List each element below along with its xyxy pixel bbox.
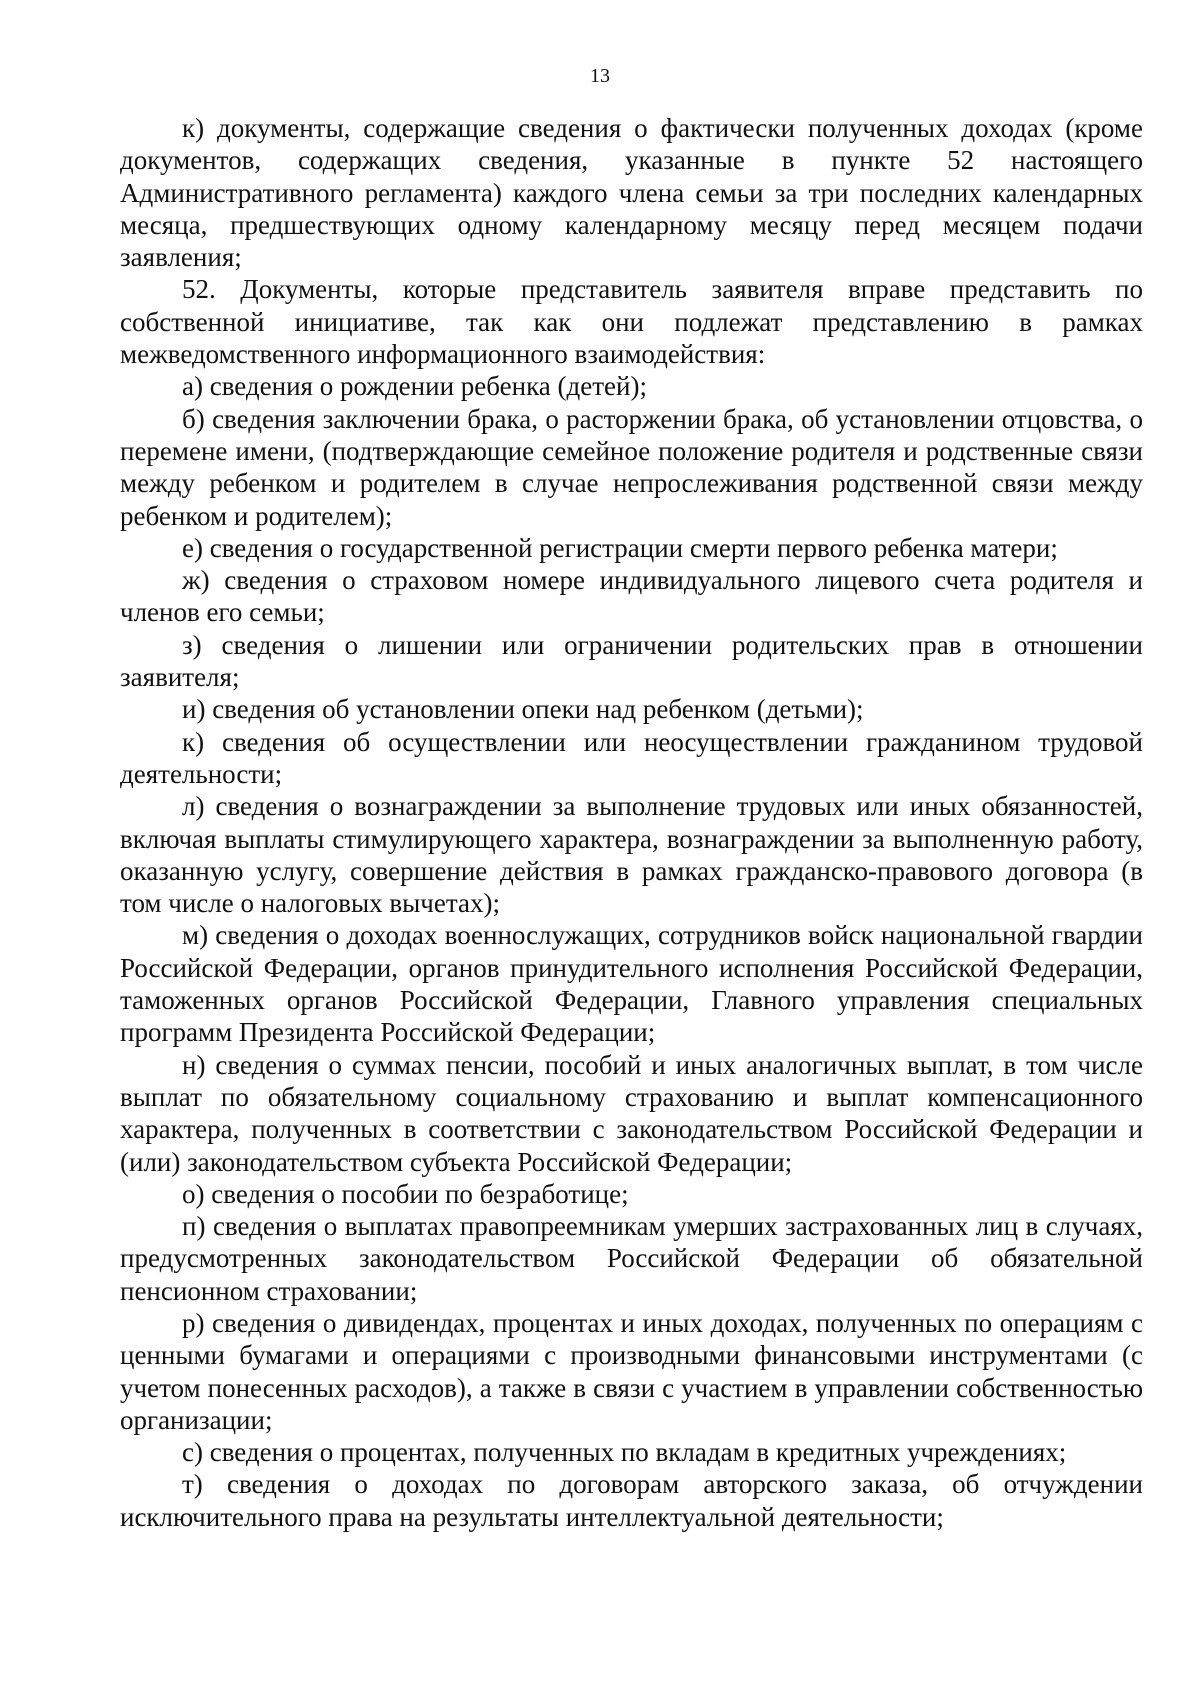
paragraph-m: м) сведения о доходах военнослужащих, сотрудников войск национальной гвардии Российской Федерации, органов принудительного исполнения Российской Федерации, таможенных органов Российской Федерации, Главного управления специальных программ Президента Российской Федерации; — [120, 920, 1143, 1048]
paragraph-a: а) сведения о рождении ребенка (детей); — [182, 371, 647, 402]
paragraph-b: б) сведения заключении брака, о расторжении брака, об установлении отцовства, о перемене имени, (подтверждающие семейное положение родителя и родственные связи между ребенком и родителем в случае непрослеживания родственной связи между ребенком и родителем); — [120, 403, 1143, 531]
paragraph-t: т) сведения о доходах по договорам авторского заказа, об отчуждении исключительного права на результаты интеллектуальной деятельности; — [120, 1469, 1143, 1532]
paragraph-i: и) сведения об установлении опеки над ребенком (детьми); — [182, 694, 864, 725]
page-number: 13 — [590, 65, 610, 87]
paragraph-l: л) сведения о вознаграждении за выполнение трудовых или иных обязанностей, включая выплаты стимулирующего характера, вознаграждении за выполненную работу, оказанную услугу, совершение действия в рамках гражданско-правового договора (в том числе о налоговых вычетах); — [120, 791, 1143, 919]
paragraph-zh: ж) сведения о страховом номере индивидуального лицевого счета родителя и членов его семьи; — [120, 565, 1143, 628]
paragraph-e: е) сведения о государственной регистрации смерти первого ребенка матери; — [182, 532, 1058, 563]
paragraph-s: с) сведения о процентах, полученных по вкладам в кредитных учреждениях; — [182, 1437, 1067, 1468]
paragraph-z: з) сведения о лишении или ограничении родительских прав в отношении заявителя; — [120, 629, 1143, 693]
document-body — [120, 112, 1143, 1533]
paragraph-r: р) сведения о дивидендах, процентах и иных доходах, полученных по операциям с ценными бумагами и операциями с производными финансовыми инструментами (с учетом понесенных расходов), а также в связи с участием в управлении собственностью организации; — [120, 1307, 1143, 1435]
paragraph-k: к) сведения об осуществлении или неосуществлении гражданином трудовой деятельности; — [120, 726, 1143, 789]
paragraph-o: о) сведения о пособии по безработице; — [182, 1178, 629, 1209]
paragraph-52-intro: 52. Документы, которые представитель заявителя вправе представить по собственной инициативе, так как они подлежат представлению в рамках межведомственного информационного взаимодействия: — [120, 274, 1143, 370]
paragraph-k-documents: к) документы, содержащие сведения о фактически полученных доходах (кроме документов, содержащих сведения, указанные в пункте 52 настоящего Административного регламента) каждого члена семьи за три последних календарных месяца, предшествующих одному календарному месяцу перед месяцем подачи заявления; — [120, 113, 1143, 273]
paragraph-p: п) сведения о выплатах правопреемникам умерших застрахованных лиц в случаях, предусмотренных законодательством Российской Федерации об обязательной пенсионном страховании; — [120, 1211, 1143, 1306]
paragraph-n: н) сведения о суммах пенсии, пособий и иных аналогичных выплат, в том числе выплат по обязательному социальному страхованию и выплат компенсационного характера, полученных в соответствии с законодательством Российской Федерации и (или) законодательством субъекта Российской Федерации; — [120, 1049, 1143, 1177]
